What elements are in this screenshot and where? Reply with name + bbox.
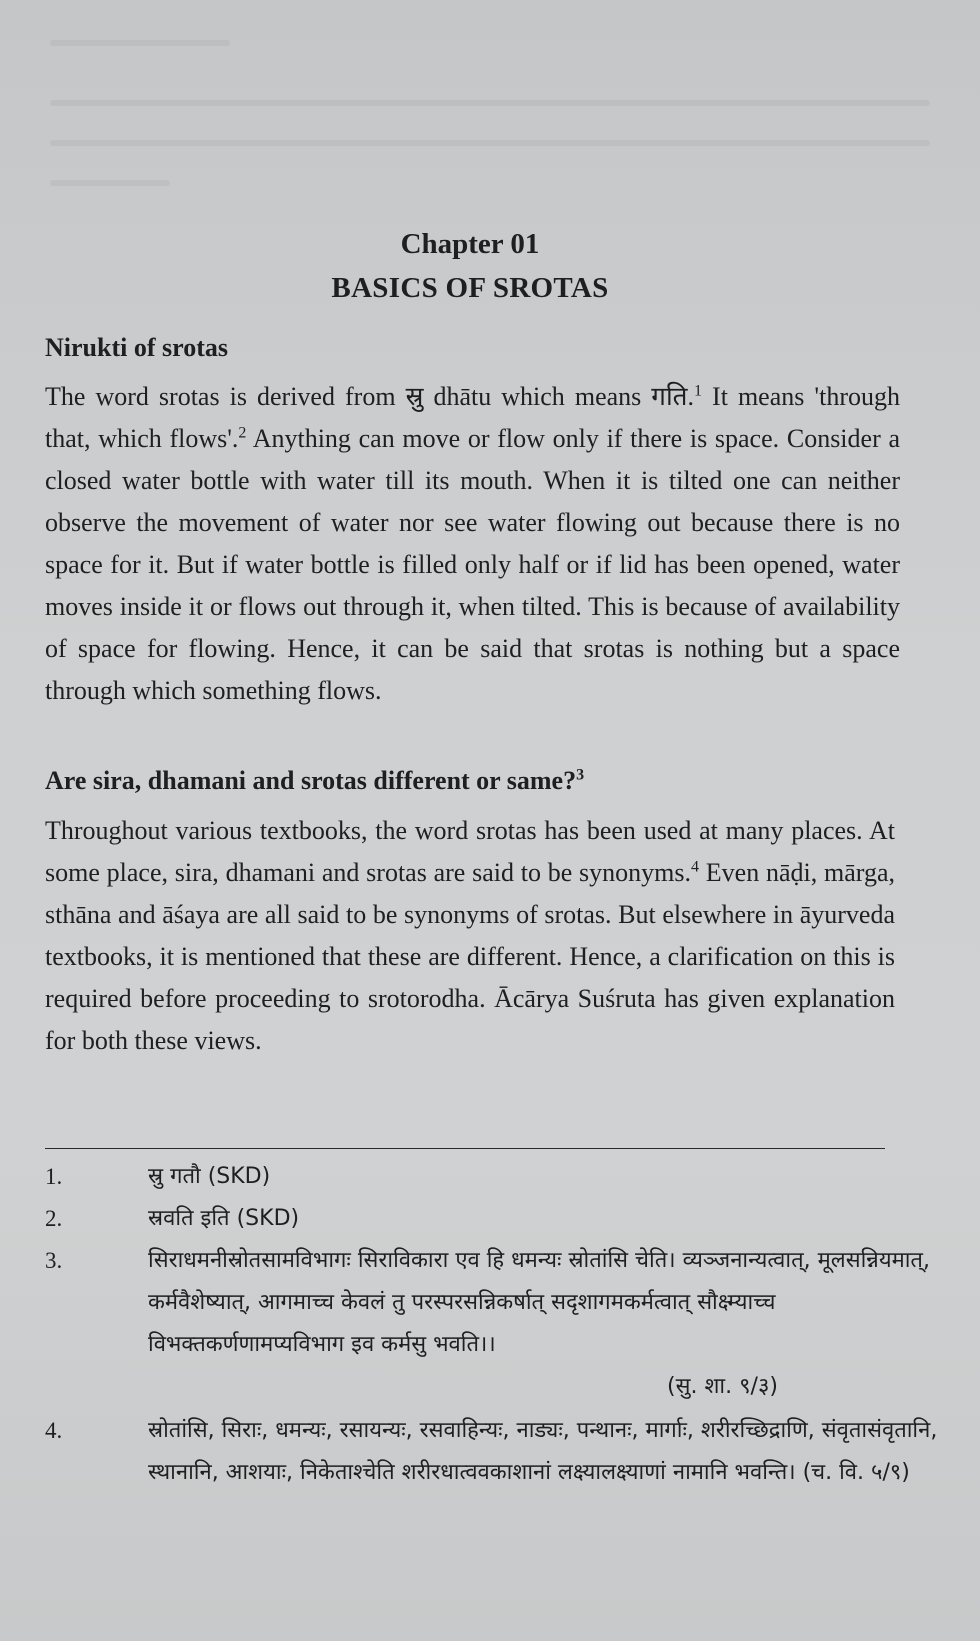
footnote-number: 2. (45, 1206, 63, 1231)
footnote-1 (45, 1156, 905, 1198)
bleed-through-line (50, 180, 170, 186)
footnote-ref-3[interactable]: 3 (576, 766, 585, 784)
footnote-text: सिराधमनीस्रोतसामविभागः सिराविकारा एव हि धमन्यः स्रोतांसि चेति। व्यञ्जनान्यत्वात्, मूलसन्नियमात्, कर्मवैशेष्यात्, आगमाच्च केवलं तु परस्परसन्निकर्षात् सदृशागमकर्मत्वात् सौक्ष्म्याच्च विभक्तकर्णणामप्यविभाग इव कर्मसु भवति।। (148, 1248, 930, 1357)
bleed-through-line (50, 100, 930, 106)
section-heading-sira-dhamani (45, 766, 584, 796)
footnote-number: 4. (45, 1418, 63, 1443)
footnote-number: 3. (45, 1248, 63, 1273)
para-text: Anything can move or flow only if there is space. Consider a closed water bottle with water till its mouth. When it is tilted one can neither observe the movement of water nor see water flowing out because there is no space for it. But if water bottle is filled only half or if lid has been opened, water moves inside it or flows out through it, when tilted. This is because of availability of space for flowing. Hence, it can be said that srotas is nothing but a space through which something flows. (45, 424, 900, 705)
heading-text: Are sira, dhamani and srotas different or same? (45, 766, 577, 795)
footnote-3 (45, 1240, 930, 1410)
footnote-ref-4[interactable]: 4 (691, 858, 700, 876)
section-heading-nirukti: Nirukti of srotas (45, 333, 228, 362)
footnote-2 (45, 1198, 905, 1240)
footnote-text: स्रोतांसि, सिराः, धमन्यः, रसायन्यः, रसवाहिन्यः, नाड्यः, पन्थानः, मार्गाः, शरीरच्छिद्राणि, संवृतासंवृतानि, स्थानानि, आशयाः, निकेताश्चेति शरीरधात्ववकाशानां लक्ष्यालक्ष्याणां नामानि भवन्ति। (च. वि. ५/९) (148, 1418, 938, 1485)
footnote-divider (45, 1148, 885, 1149)
para-text: It means 'through that, which flows'. (45, 382, 900, 453)
chapter-number: Chapter 01 (400, 228, 540, 260)
footnote-number: 1. (45, 1164, 63, 1189)
paragraph-nirukti (45, 376, 900, 712)
para-text: Throughout various textbooks, the word srotas has been used at many places. At some place, sira, dhamani and srotas are said to be synonyms. (45, 816, 895, 887)
footnote-4 (45, 1410, 938, 1540)
chapter-title: BASICS OF SROTAS (331, 272, 609, 304)
bleed-through-line (50, 40, 230, 46)
footnote-ref-2[interactable]: 2 (238, 424, 247, 442)
bleed-through-line (50, 140, 930, 146)
footnote-text: स्रवति इति (SKD) (148, 1206, 300, 1231)
para-text: Even nāḍi, mārga, sthāna and āśaya are all said to be synonyms of srotas. But elsewhere in āyurveda textbooks, it is mentioned that these are different. Hence, a clarification on this is required before proceeding to srotorodha. Ācārya Suśruta has given explanation for both these views. (45, 858, 895, 1055)
footnote-citation: (सु. शा. ९/३) (667, 1374, 778, 1399)
footnote-ref-1[interactable]: 1 (694, 382, 702, 400)
footnote-content (148, 1240, 938, 1408)
footnote-text: स्रु गतौ (SKD) (148, 1164, 271, 1189)
para-text: The word srotas is derived from स्रु dhātu which means गति. (45, 382, 694, 411)
paragraph-sira-dhamani (45, 810, 895, 1062)
